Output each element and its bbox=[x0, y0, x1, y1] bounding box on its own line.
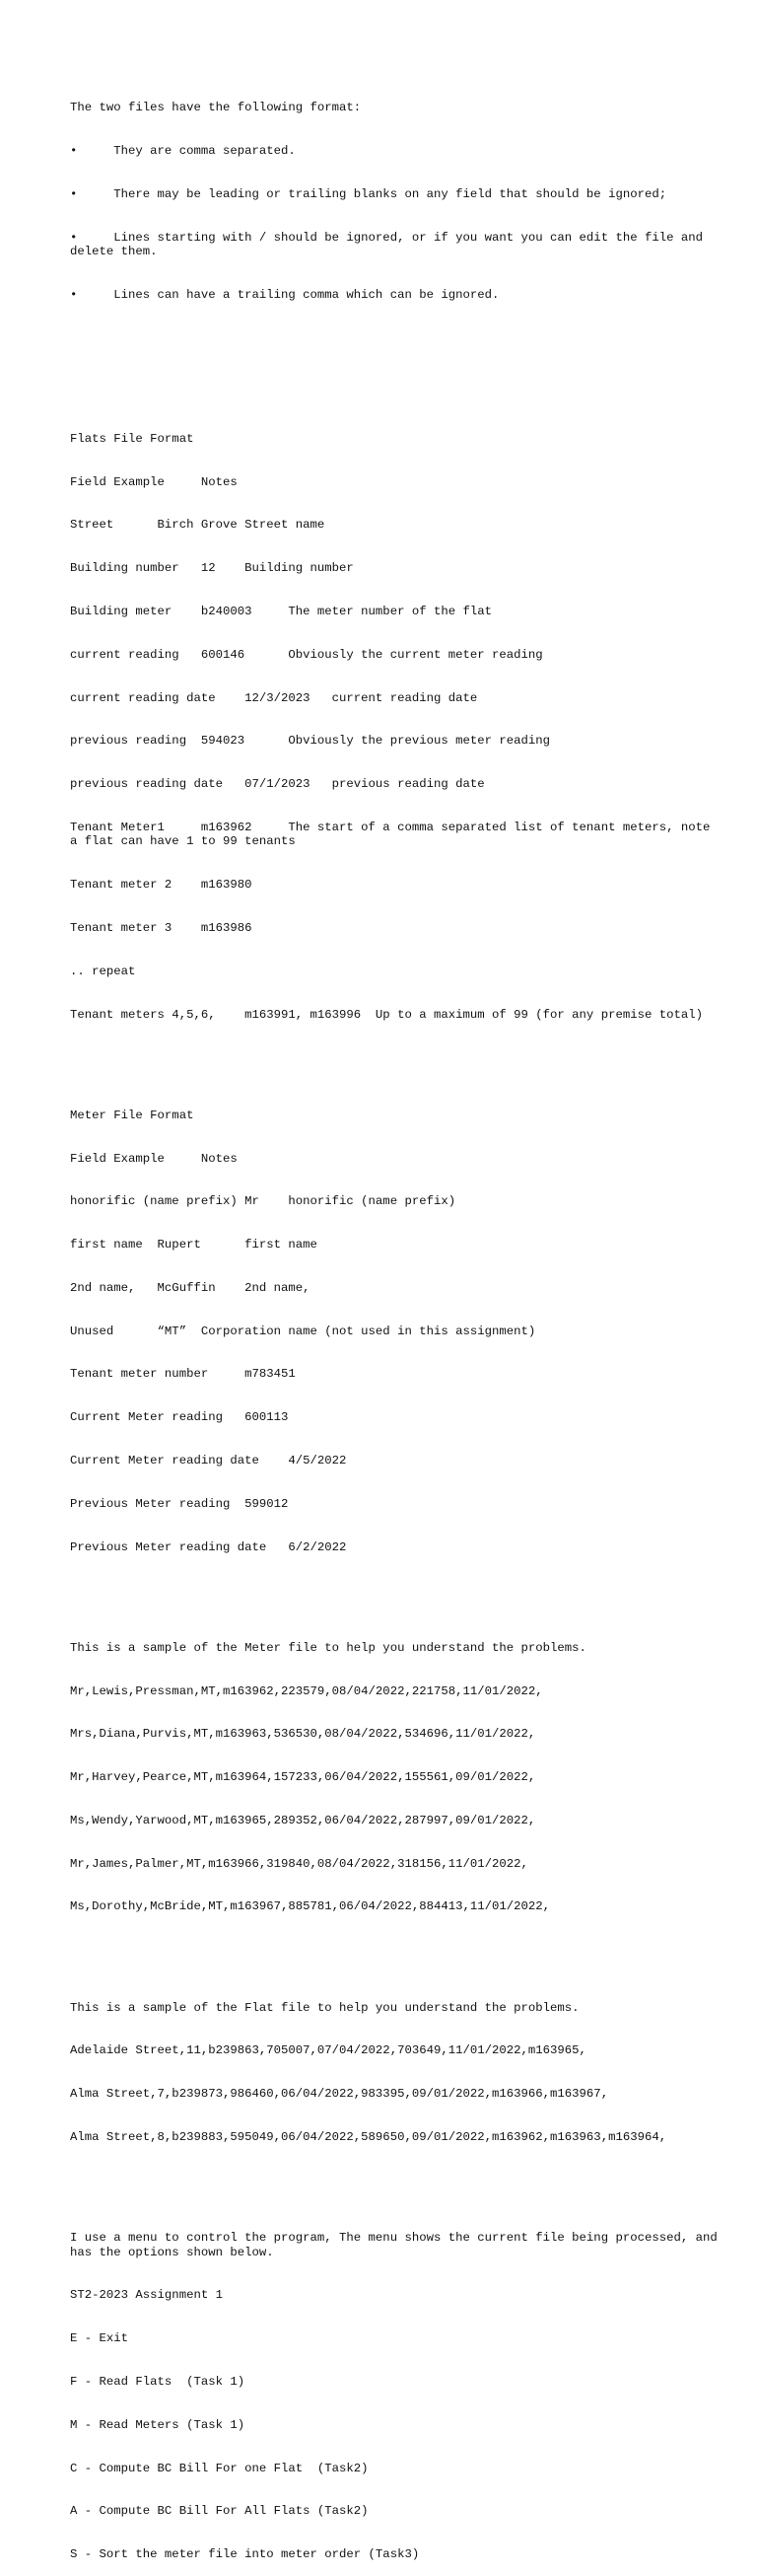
meter-format-row: Previous Meter reading 599012 bbox=[70, 1496, 289, 1511]
meter-format-header: Field Example Notes bbox=[70, 1151, 238, 1166]
menu-option-read-flats: F - Read Flats (Task 1) bbox=[70, 2375, 245, 2389]
meter-sample-line: Ms,Dorothy,McBride,MT,m163967,885781,06/04/2022,884413,11/01/2022, bbox=[70, 1899, 551, 1914]
menu-option-sort-meters: S - Sort the meter file into meter order (Task3) bbox=[70, 2547, 420, 2562]
document-body bbox=[70, 72, 725, 2576]
flat-sample-line: Adelaide Street,11,b239863,705007,07/04/2022,703649,11/01/2022,m163965, bbox=[70, 2043, 586, 2058]
flat-sample-intro: This is a sample of the Flat file to help you understand the problems. bbox=[70, 2000, 580, 2015]
intro-bullet: • They are comma separated. bbox=[70, 143, 296, 158]
meter-format-row: Unused “MT” Corporation name (not used in this assignment) bbox=[70, 1324, 536, 1338]
flats-format-header: Field Example Notes bbox=[70, 474, 238, 489]
meter-sample-line: Mr,Lewis,Pressman,MT,m163962,223579,08/04/2022,221758,11/01/2022, bbox=[70, 1683, 543, 1698]
intro-bullet: • Lines can have a trailing comma which can be ignored. bbox=[70, 287, 500, 302]
spacer bbox=[70, 1943, 721, 1958]
menu-intro: I use a menu to control the program, The menu shows the current file being processed, and has the options shown below. bbox=[70, 2231, 725, 2259]
menu-option-read-meters: M - Read Meters (Task 1) bbox=[70, 2417, 245, 2432]
flats-format-row: Building meter b240003 The meter number of the flat bbox=[70, 604, 493, 618]
meter-sample-line: Ms,Wendy,Yarwood,MT,m163965,289352,06/04/2022,287997,09/01/2022, bbox=[70, 1813, 536, 1827]
flats-format-row: Building number 12 Building number bbox=[70, 561, 354, 576]
meter-format-row: Tenant meter number m783451 bbox=[70, 1367, 296, 1382]
flat-sample-line: Alma Street,8,b239883,595049,06/04/2022,589650,09/01/2022,m163962,m163963,m163964, bbox=[70, 2129, 667, 2144]
meter-sample-line: Mr,Harvey,Pearce,MT,m163964,157233,06/04/2022,155561,09/01/2022, bbox=[70, 1770, 536, 1785]
meter-format-row: first name Rupert first name bbox=[70, 1238, 317, 1252]
meter-sample-line: Mrs,Diana,Purvis,MT,m163963,536530,08/04/2022,534696,11/01/2022, bbox=[70, 1727, 536, 1742]
meter-format-row: 2nd name, McGuffin 2nd name, bbox=[70, 1280, 310, 1295]
meter-format-row: Current Meter reading date 4/5/2022 bbox=[70, 1454, 347, 1467]
flats-format-row: .. repeat bbox=[70, 964, 136, 978]
flats-format-row: Tenant Meter1 m163962 The start of a comma separated list of tenant meters, note a flat can have 1 to 99 tenants bbox=[70, 820, 718, 849]
menu-option-bill-all-flats: A - Compute BC Bill For All Flats (Task2) bbox=[70, 2504, 369, 2519]
meter-sample-line: Mr,James,Palmer,MT,m163966,319840,08/04/2022,318156,11/01/2022, bbox=[70, 1856, 528, 1871]
meter-format-title: Meter File Format bbox=[70, 1108, 194, 1122]
intro-heading: The two files have the following format: bbox=[70, 101, 362, 115]
meter-format-row: Previous Meter reading date 6/2/2022 bbox=[70, 1539, 347, 1554]
flats-format-row: Street Birch Grove Street name bbox=[70, 518, 325, 533]
flats-format-row: current reading date 12/3/2023 current reading date bbox=[70, 690, 478, 705]
spacer bbox=[70, 374, 721, 389]
flats-format-row: previous reading date 07/1/2023 previous reading date bbox=[70, 777, 485, 792]
spacer bbox=[70, 1583, 721, 1598]
flats-format-row: Tenant meter 2 m163980 bbox=[70, 878, 252, 893]
menu-option-bill-one-flat: C - Compute BC Bill For one Flat (Task2) bbox=[70, 2461, 369, 2475]
flat-sample-line: Alma Street,7,b239873,986460,06/04/2022,983395,09/01/2022,m163966,m163967, bbox=[70, 2087, 609, 2102]
flats-format-row: Tenant meter 3 m163986 bbox=[70, 921, 252, 936]
intro-bullet: • Lines starting with / should be ignored, or if you want you can edit the file and delete them. bbox=[70, 230, 711, 259]
meter-sample-intro: This is a sample of the Meter file to help you understand the problems. bbox=[70, 1640, 586, 1655]
spacer bbox=[70, 2174, 721, 2188]
flats-format-row: previous reading 594023 Obviously the previous meter reading bbox=[70, 734, 551, 749]
menu-title: ST2-2023 Assignment 1 bbox=[70, 2288, 223, 2303]
spacer bbox=[70, 1050, 721, 1065]
spacer bbox=[70, 331, 721, 346]
meter-format-row: honorific (name prefix) Mr honorific (name prefix) bbox=[70, 1194, 456, 1209]
meter-format-row: Current Meter reading 600113 bbox=[70, 1410, 289, 1425]
flats-format-row: Tenant meters 4,5,6, m163991, m163996 Up to a maximum of 99 (for any premise total) bbox=[70, 1007, 704, 1022]
flats-format-title: Flats File Format bbox=[70, 431, 194, 446]
menu-option-exit: E - Exit bbox=[70, 2331, 129, 2346]
intro-bullet: • There may be leading or trailing blanks on any field that should be ignored; bbox=[70, 186, 667, 201]
flats-format-row: current reading 600146 Obviously the current meter reading bbox=[70, 647, 543, 662]
